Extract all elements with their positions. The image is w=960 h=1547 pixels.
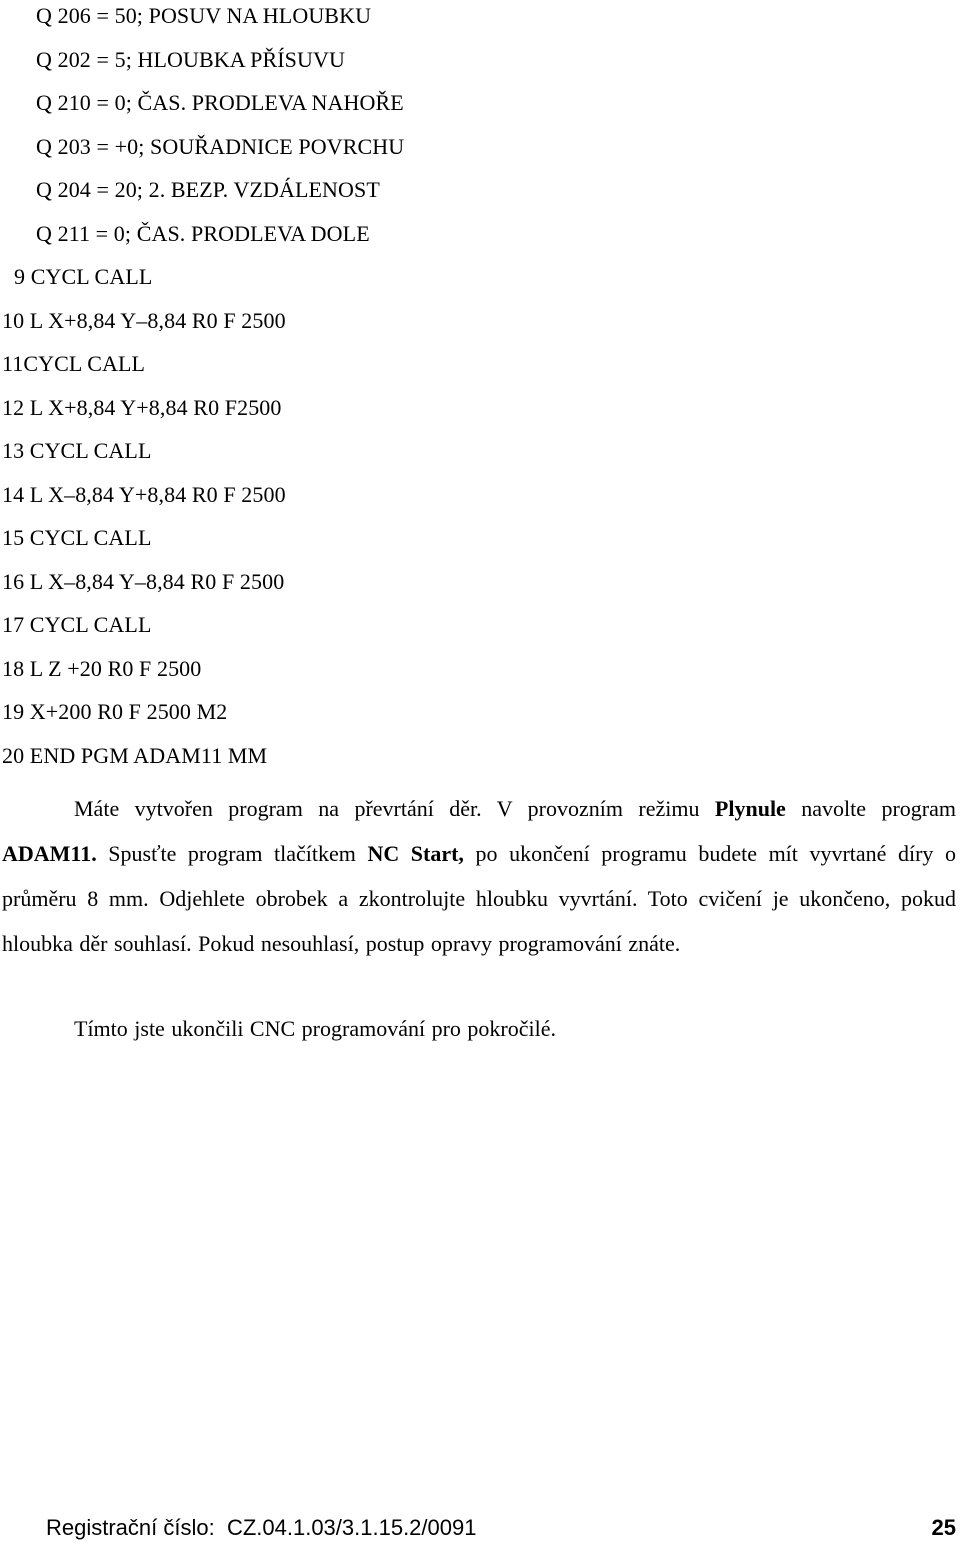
code-line: 19 X+200 R0 F 2500 M2: [2, 699, 228, 724]
code-line: 12 L X+8,84 Y+8,84 R0 F2500: [2, 394, 282, 420]
code-line: 14 L X–8,84 Y+8,84 R0 F 2500: [2, 481, 286, 507]
button-name-bold: NC Start,: [367, 841, 464, 866]
paragraph-text: Máte vytvořen program na převrtání děr. V provozním režimu: [74, 796, 715, 821]
code-line: Q 211 = 0; ČAS. PRODLEVA DOLE: [36, 220, 370, 246]
paragraph-text: po ukončení programu budete mít vyvrtané díry o průměru 8 mm. Odjehlete obrobek a zkontrolujte hloubku vyvrtání. Toto cvičení je ukončeno, pokud hloubka děr souhlasí. Pokud nesouhlasí, postup opravy programování znáte.: [2, 841, 956, 956]
code-line: 11CYCL CALL: [2, 351, 146, 376]
code-line: 16 L X–8,84 Y–8,84 R0 F 2500: [2, 568, 285, 594]
code-line: 13 CYCL CALL: [2, 438, 152, 463]
paragraph-text: Spusťte program tlačítkem: [96, 841, 368, 866]
program-name-bold: ADAM11.: [2, 841, 97, 866]
registration-number: Registrační číslo: CZ.04.1.03/3.1.15.2/0091: [46, 1515, 477, 1540]
page-number: 25: [931, 1515, 956, 1540]
code-line: 10 L X+8,84 Y–8,84 R0 F 2500: [2, 307, 286, 333]
code-line: 17 CYCL CALL: [2, 612, 152, 637]
code-line: 15 CYCL CALL: [2, 525, 152, 550]
code-line: 9 CYCL CALL: [14, 264, 153, 289]
code-line: Q 202 = 5; HLOUBKA PŘÍSUVU: [36, 46, 345, 72]
code-line: 20 END PGM ADAM11 MM: [2, 742, 268, 768]
code-line: Q 204 = 20; 2. BEZP. VZDÁLENOST: [36, 177, 380, 202]
instruction-paragraph: [2, 786, 956, 966]
paragraph-text: navolte program: [785, 796, 956, 821]
code-line: 18 L Z +20 R0 F 2500: [2, 655, 202, 681]
code-line: Q 206 = 50; POSUV NA HLOUBKU: [36, 3, 372, 28]
code-line: Q 210 = 0; ČAS. PRODLEVA NAHOŘE: [36, 90, 404, 115]
code-line: Q 203 = +0; SOUŘADNICE POVRCHU: [36, 133, 405, 159]
closing-paragraph: [2, 1006, 956, 1051]
paragraph-text: Tímto jste ukončili CNC programování pro pokročilé.: [74, 1016, 556, 1041]
mode-name-bold: Plynule: [714, 796, 786, 821]
